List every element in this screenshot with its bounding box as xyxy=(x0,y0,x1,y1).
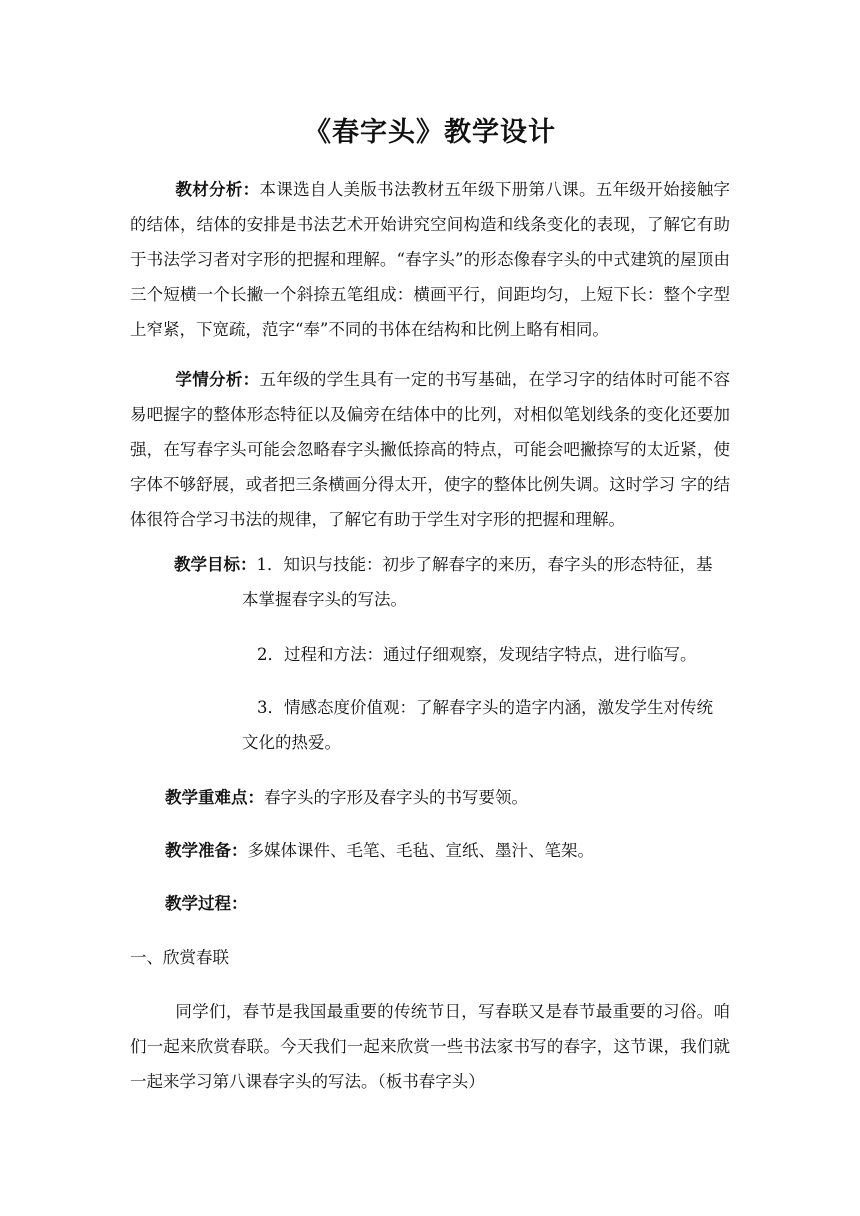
section-1-paragraph: 同学们，春节是我国最重要的传统节日，写春联又是春节最重要的习俗。咱们一起来欣赏春联。今天我们一起来欣赏一些书法家书写的春字，这节课，我们就一起来学习第八课春字头的写法。（板书春字头） xyxy=(130,1002,730,1091)
key-points-label: 教学重难点： xyxy=(165,788,264,807)
preparation-line xyxy=(165,833,594,868)
goal-1-line-1: 1．知识与技能：初步了解春字的来历，春字头的形态特征，基 xyxy=(256,555,713,574)
material-analysis-text: 本课选自人美版书法教材五年级下册第八课。五年级开始接触字的结体，结体的安排是书法艺术开始讲究空间构造和线条变化的表现，了解它有助于书法学习者对字形的把握和理解。“春字头”的形态像春字头的中式建筑的屋顶由三个短横一个长撇一个斜捺五笔组成：横画平行，间距均匀，上短下长：整个字型上窄紧，下宽疏，范字“奉”不同的书体在结构和比例上略有相同。 xyxy=(130,180,731,339)
goal-1-line-2: 本掌握春字头的写法。 xyxy=(242,590,407,609)
key-points-text: 春字头的字形及春字头的书写要领。 xyxy=(264,788,528,807)
material-analysis-paragraph xyxy=(130,172,730,347)
student-analysis-paragraph xyxy=(130,362,730,537)
teaching-goals-item-1 xyxy=(174,547,734,582)
process-label: 教学过程： xyxy=(165,894,248,913)
teaching-goals-label: 教学目标： xyxy=(174,555,257,574)
student-analysis-text: 五年级的学生具有一定的书写基础，在学习字的结体时可能不容易吧握字的整体形态特征以及偏旁在结体中的比列，对相似笔划线条的变化还要加强，在写春字头可能会忽略春字头撇低捺高的特点，可能会吧撇捺写的太近紧，使字体不够舒展，或者把三条横画分得太开，使字的整体比例失调。这时学习 字的结体很符合学习书法的规律，了解它有助于学生对字形的把握和理解。 xyxy=(130,370,731,529)
section-1-heading: 一、欣赏春联 xyxy=(130,948,229,967)
student-analysis-label: 学情分析： xyxy=(175,370,260,389)
goal-3-line-1: 3．情感态度价值观：了解春字头的造字内涵，激发学生对传统 xyxy=(257,698,713,717)
key-points-line xyxy=(165,780,528,815)
preparation-label: 教学准备： xyxy=(165,841,248,860)
material-analysis-label: 教材分析： xyxy=(175,180,260,199)
goal-3-line-2: 文化的热爱。 xyxy=(242,733,341,752)
goal-2: 2．过程和方法：通过仔细观察，发现结字特点，进行临写。 xyxy=(257,645,697,664)
document-title: 《春字头》教学设计 xyxy=(304,117,556,148)
preparation-text: 多媒体课件、毛笔、毛毡、宣纸、墨汁、笔架。 xyxy=(247,841,594,860)
